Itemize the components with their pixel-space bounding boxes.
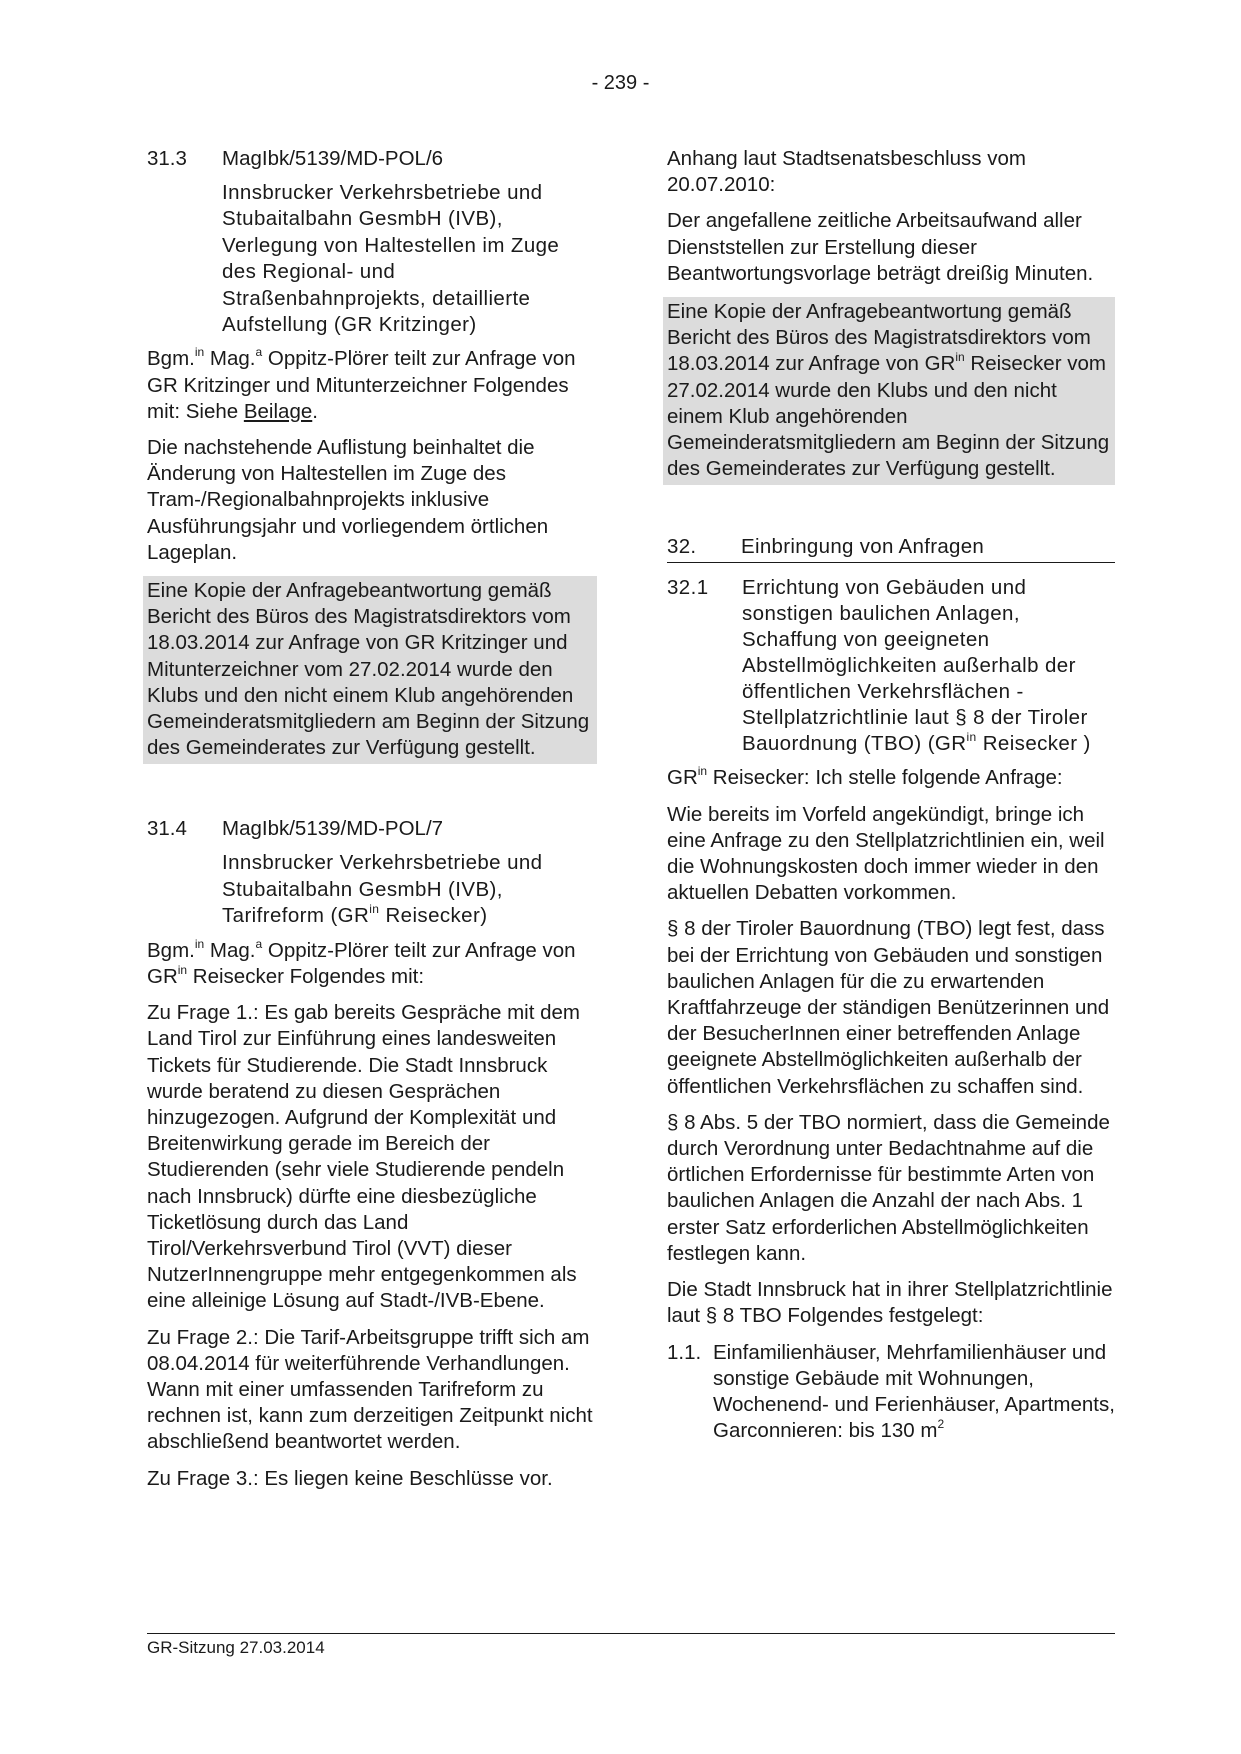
superscript: in xyxy=(194,345,205,360)
superscript: in xyxy=(369,902,380,917)
effort-note: Der angefallene zeitliche Arbeitsaufwand aller Dienststellen zur Erstellung dieser Beantwortungsvorlage beträgt dreißig Minuten. xyxy=(667,209,1094,285)
title-text: Reisecker ) xyxy=(976,732,1091,756)
section-31-4-title xyxy=(222,850,597,929)
superscript: a xyxy=(255,936,263,951)
section-31-3-title: Innsbrucker Verkehrsbetriebe und Stubaitalbahn GesmbH (IVB), Verlegung von Haltestellen im Zuge des Regional- und Straßenbahnprojekts, detaillierte Aufstellung (GR Kritzinger) xyxy=(222,181,560,337)
beilage-link[interactable]: Beilage xyxy=(243,399,313,423)
paragraph: § 8 Abs. 5 der TBO normiert, dass die Gemeinde durch Verordnung unter Bedachtnahme auf die örtlichen Erfordernisse für bestimmte Arten von baulichen Anlagen die Anzahl der nach Abs. 1 erster Satz erforderlichen Abstellmöglichkeiten festlegen kann. xyxy=(667,1110,1110,1265)
period: . xyxy=(312,399,318,423)
section-title xyxy=(742,575,1115,757)
section-32-heading xyxy=(667,533,1115,563)
section-31-3-paragraph: Die nachstehende Auflistung beinhaltet die Änderung von Haltestellen im Zuge des Tram-/Regionalbahnprojekts inklusive Ausführungsjahr und vorliegendem örtlichen Lageplan. xyxy=(147,436,549,564)
footer: GR-Sitzung 27.03.2014 xyxy=(147,1638,325,1657)
intro-text: Oppitz-Plörer teilt zur Anfrage von GR xyxy=(147,938,576,988)
superscript: in xyxy=(955,350,965,365)
list-item xyxy=(667,1340,1115,1445)
bgm-label: Bgm. xyxy=(147,347,195,371)
paragraph: § 8 der Tiroler Bauordnung (TBO) legt fest, dass bei der Errichtung von Gebäuden und sonstigen baulichen Anlagen für die zu erwartenden Kraftfahrzeuge der ständigen Benützerinnen und der BesucherInnen einer betreffenden Anlage geeignete Abstellmöglichkeiten außerhalb der öffentlichen Verkehrsflächen zu schaffen sind. xyxy=(667,917,1110,1098)
intro-text: Reisecker Folgendes mit: xyxy=(187,964,425,988)
section-number: 32. xyxy=(667,535,697,559)
section-31-4-copy-notice xyxy=(663,297,1115,485)
superscript: in xyxy=(177,962,188,977)
section-number: 31.3 xyxy=(147,147,187,170)
paragraph: Die Stadt Innsbruck hat in ihrer Stellplatzrichtlinie laut § 8 TBO Folgendes festgelegt: xyxy=(667,1278,1113,1328)
section-number: 32.1 xyxy=(667,576,709,600)
title-text: Reisecker) xyxy=(379,904,488,928)
list-text xyxy=(713,1340,1115,1445)
superscript: in xyxy=(697,764,708,779)
intro-text: Oppitz-Plörer teilt zur Anfrage von GR Kritzinger und Mitunterzeichner Folgendes mit: Siehe xyxy=(147,347,576,423)
right-column xyxy=(667,146,1115,1444)
superscript: a xyxy=(255,345,263,360)
mag-label: Mag. xyxy=(204,347,256,371)
section-reference: MagIbk/5139/MD-POL/6 xyxy=(222,147,444,170)
left-column xyxy=(147,146,597,1502)
section-31-3-copy-notice: Eine Kopie der Anfragebeantwortung gemäß Bericht des Büros des Magistratsdirektors vom 18.03.2014 zur Anfrage von GR Kritzinger und Mitunterzeichner vom 27.02.2014 wurde den Klubs und den nicht einem Klub angehörenden Gemeinderatsmitgliedern am Beginn der Sitzung des Gemeinderates zur Verfügung gestellt. xyxy=(143,576,597,764)
intro-text: GR xyxy=(667,766,698,790)
bgm-label: Bgm. xyxy=(147,938,195,962)
section-31-4-heading xyxy=(147,816,597,842)
answer-question-1: Zu Frage 1.: Es gab bereits Gespräche mit dem Land Tirol zur Einführung eines landesweiten Tickets für Studierende. Die Stadt Innsbruck wurde beratend zu diesen Gesprächen hinzugezogen. Aufgrund der Komplexität und Breitenwirkung gerade im Bereich der Studierenden (sehr viele Studierende pendeln nach Innsbruck) dürfte eine diesbezügliche Ticketlösung durch das Land Tirol/Verkehrsverbund Tirol (VVT) dieser NutzerInnengruppe mehr entgegenkommen als eine alleinige Lösung auf Stadt-/IVB-Ebene. xyxy=(147,1001,580,1313)
superscript: 2 xyxy=(937,1417,945,1432)
title-text: Errichtung von Gebäuden und sonstigen baulichen Anlagen, Schaffung von geeigneten Abstellmöglichkeiten außerhalb der öffentlichen Verkehrsflächen - Stellplatzrichtlinie laut § 8 der Tiroler Bauordnung (TBO) (GR xyxy=(742,576,1088,756)
section-number: 31.4 xyxy=(147,817,187,841)
section-reference: MagIbk/5139/MD-POL/7 xyxy=(222,817,444,841)
appendix-note: Anhang laut Stadtsenatsbeschluss vom 20.07.2010: xyxy=(667,147,1026,197)
section-31-3-intro xyxy=(147,346,597,425)
footer-divider xyxy=(147,1633,1115,1634)
answer-question-3: Zu Frage 3.: Es liegen keine Beschlüsse vor. xyxy=(147,1466,553,1490)
copy-text: Reisecker vom 27.02.2014 wurde den Klubs und den nicht einem Klub angehörenden Gemeinderatsmitgliedern am Beginn der Sitzung des Gemeinderates zur Verfügung gestellt. xyxy=(667,352,1110,481)
section-32-1-heading xyxy=(667,575,1115,757)
list-text-body: Einfamilienhäuser, Mehrfamilienhäuser und sonstige Gebäude mit Wohnungen, Wochenend- und Ferienhäuser, Apartments, Garconnieren: bis 130 m xyxy=(713,1340,1115,1443)
mag-label: Mag. xyxy=(204,938,256,962)
copy-text: Eine Kopie der Anfragebeantwortung gemäß Bericht des Büros des Magistratsdirektors vom 18.03.2014 zur Anfrage von GR xyxy=(667,300,1091,376)
list-number: 1.1. xyxy=(667,1340,702,1364)
section-32-1-intro xyxy=(667,765,1115,791)
title-text: Innsbrucker Verkehrsbetriebe und Stubaitalbahn GesmbH (IVB), Tarifreform (GR xyxy=(222,851,543,928)
section-title: Einbringung von Anfragen xyxy=(741,535,985,559)
paragraph: Wie bereits im Vorfeld angekündigt, bringe ich eine Anfrage zu den Stellplatzrichtlinien ein, weil die Wohnungskosten doch immer wieder in den aktuellen Debatten vorkommen. xyxy=(667,802,1105,905)
section-31-4-intro xyxy=(147,938,597,990)
answer-question-2: Zu Frage 2.: Die Tarif-Arbeitsgruppe trifft sich am 08.04.2014 für weiterführende Verhandlungen. Wann mit einer umfassenden Tarifreform zu rechnen ist, kann zum derzeitigen Zeitpunkt nicht abschließend beantwortet werden. xyxy=(147,1325,593,1454)
intro-text: Reisecker: Ich stelle folgende Anfrage: xyxy=(707,766,1063,790)
superscript: in xyxy=(966,730,977,745)
section-31-3-heading xyxy=(147,146,597,172)
superscript: in xyxy=(194,936,205,951)
page-number: - 239 - xyxy=(591,72,650,94)
